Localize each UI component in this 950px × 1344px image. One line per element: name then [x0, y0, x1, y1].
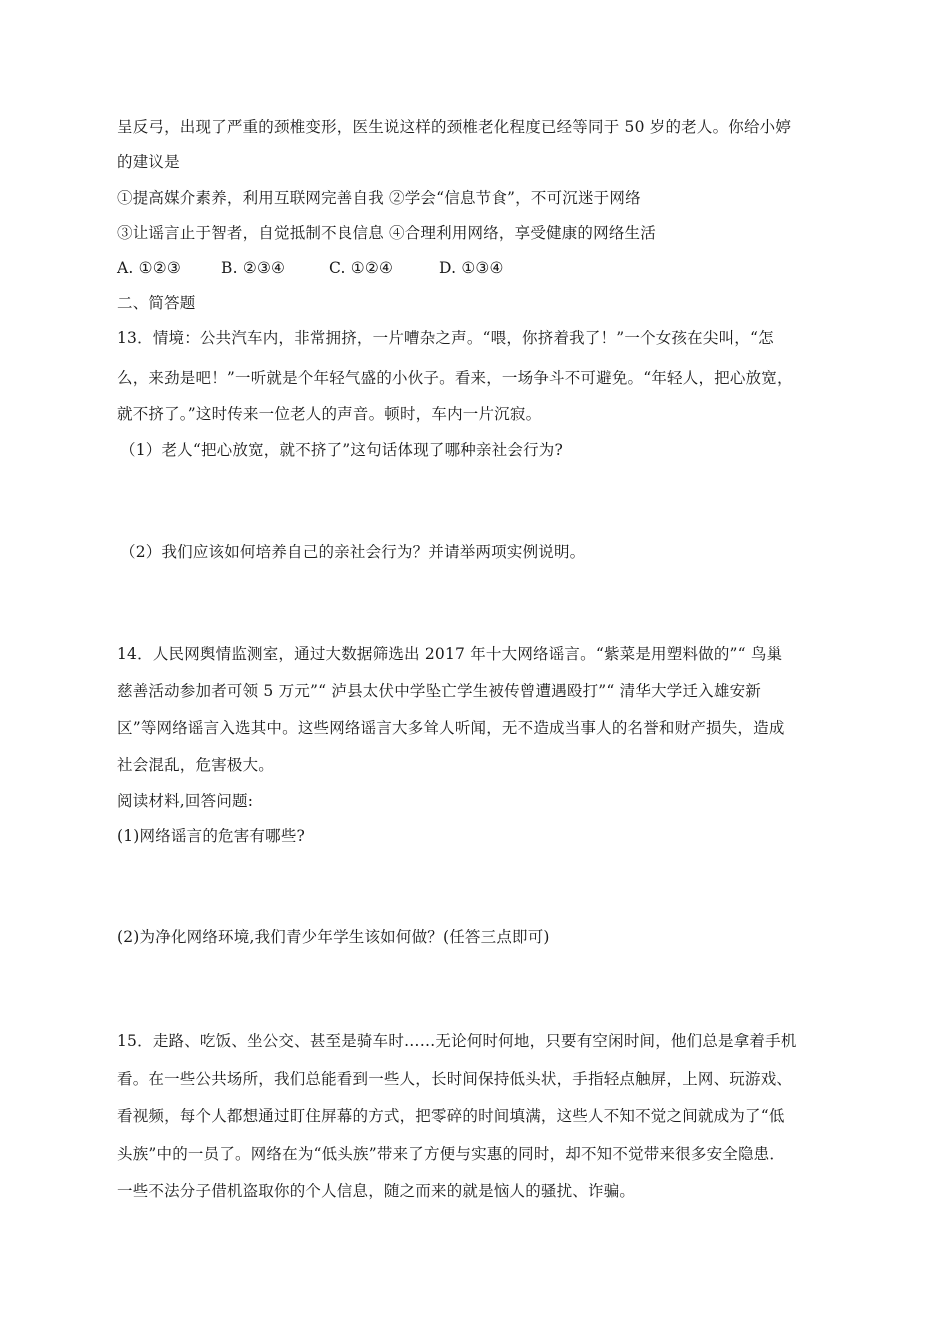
q14-subquestion-1: (1)网络谣言的危害有哪些?: [117, 827, 306, 845]
q12-text-line: 的建议是: [117, 153, 180, 171]
q12-statement-1-2: ①提高媒介素养，利用互联网完善自我 ②学会“信息节食”，不可沉迷于网络: [117, 189, 641, 207]
q15-text-line: 看。在一些公共场所，我们总能看到一些人，长时间保持低头状，手指轻点触屏，上网、玩游戏、: [117, 1070, 793, 1088]
q15-text-line: 头族”中的一员了。网络在为“低头族”带来了方便与实惠的同时，却不知不觉带来很多安全隐患．: [117, 1145, 786, 1163]
q15-text-line: 看视频，每个人都想通过盯住屏幕的方式，把零碎的时间填满，这些人不知不觉之间就成为了“低: [117, 1107, 785, 1125]
q15-text-line: 15．走路、吃饭、坐公交、甚至是骑车时……无论何时何地，只要有空闲时间，他们总是拿着手机: [117, 1032, 797, 1050]
q13-text-line: 就不挤了。”这时传来一位老人的声音。顿时，车内一片沉寂。: [117, 405, 542, 423]
q14-subquestion-2: (2)为净化网络环境,我们青少年学生该如何做？(任答三点即可): [117, 928, 550, 946]
q14-text-line: 区”等网络谣言入选其中。这些网络谣言大多耸人听闻，无不造成当事人的名誉和财产损失，造成: [117, 719, 785, 737]
q14-prompt: 阅读材料,回答问题:: [117, 792, 254, 810]
q12-text-line: 呈反弓，出现了严重的颈椎变形，医生说这样的颈椎老化程度已经等同于 50 岁的老人。你给小婷: [117, 118, 792, 136]
option-d: D. ①③④: [439, 259, 504, 277]
option-c: C. ①②④: [329, 259, 394, 277]
q13-subquestion-2: （2）我们应该如何培养自己的亲社会行为？并请举两项实例说明。: [120, 543, 586, 561]
option-a: A. ①②③: [117, 259, 181, 277]
q12-statement-3-4: ③让谣言止于智者，自觉抵制不良信息 ④合理利用网络，享受健康的网络生活: [117, 224, 656, 242]
q15-text-line: 一些不法分子借机盗取你的个人信息，随之而来的就是恼人的骚扰、诈骗。: [117, 1182, 636, 1200]
q14-text-line: 慈善活动参加者可领 5 万元”“ 泸县太伏中学坠亡学生被传曾遭遇殴打”“ 清华大学迁入雄安新: [117, 682, 761, 700]
q13-subquestion-1: （1）老人“把心放宽，就不挤了”这句话体现了哪种亲社会行为?: [120, 441, 564, 459]
q13-text-line: 么，来劲是吧！”一听就是个年轻气盛的小伙子。看来，一场争斗不可避免。“年轻人，把心放宽，: [117, 369, 793, 387]
q14-text-line: 社会混乱，危害极大。: [117, 756, 275, 774]
option-b: B. ②③④: [221, 259, 286, 277]
q14-text-line: 14．人民网舆情监测室，通过大数据筛选出 2017 年十大网络谣言。“紫菜是用塑料做的”“ 鸟巢: [117, 645, 783, 663]
section-heading: 二、简答题: [117, 294, 196, 312]
q13-text-line: 13．情境：公共汽车内，非常拥挤，一片嘈杂之声。“喂，你挤着我了！”一个女孩在尖叫，“怎: [117, 329, 774, 347]
